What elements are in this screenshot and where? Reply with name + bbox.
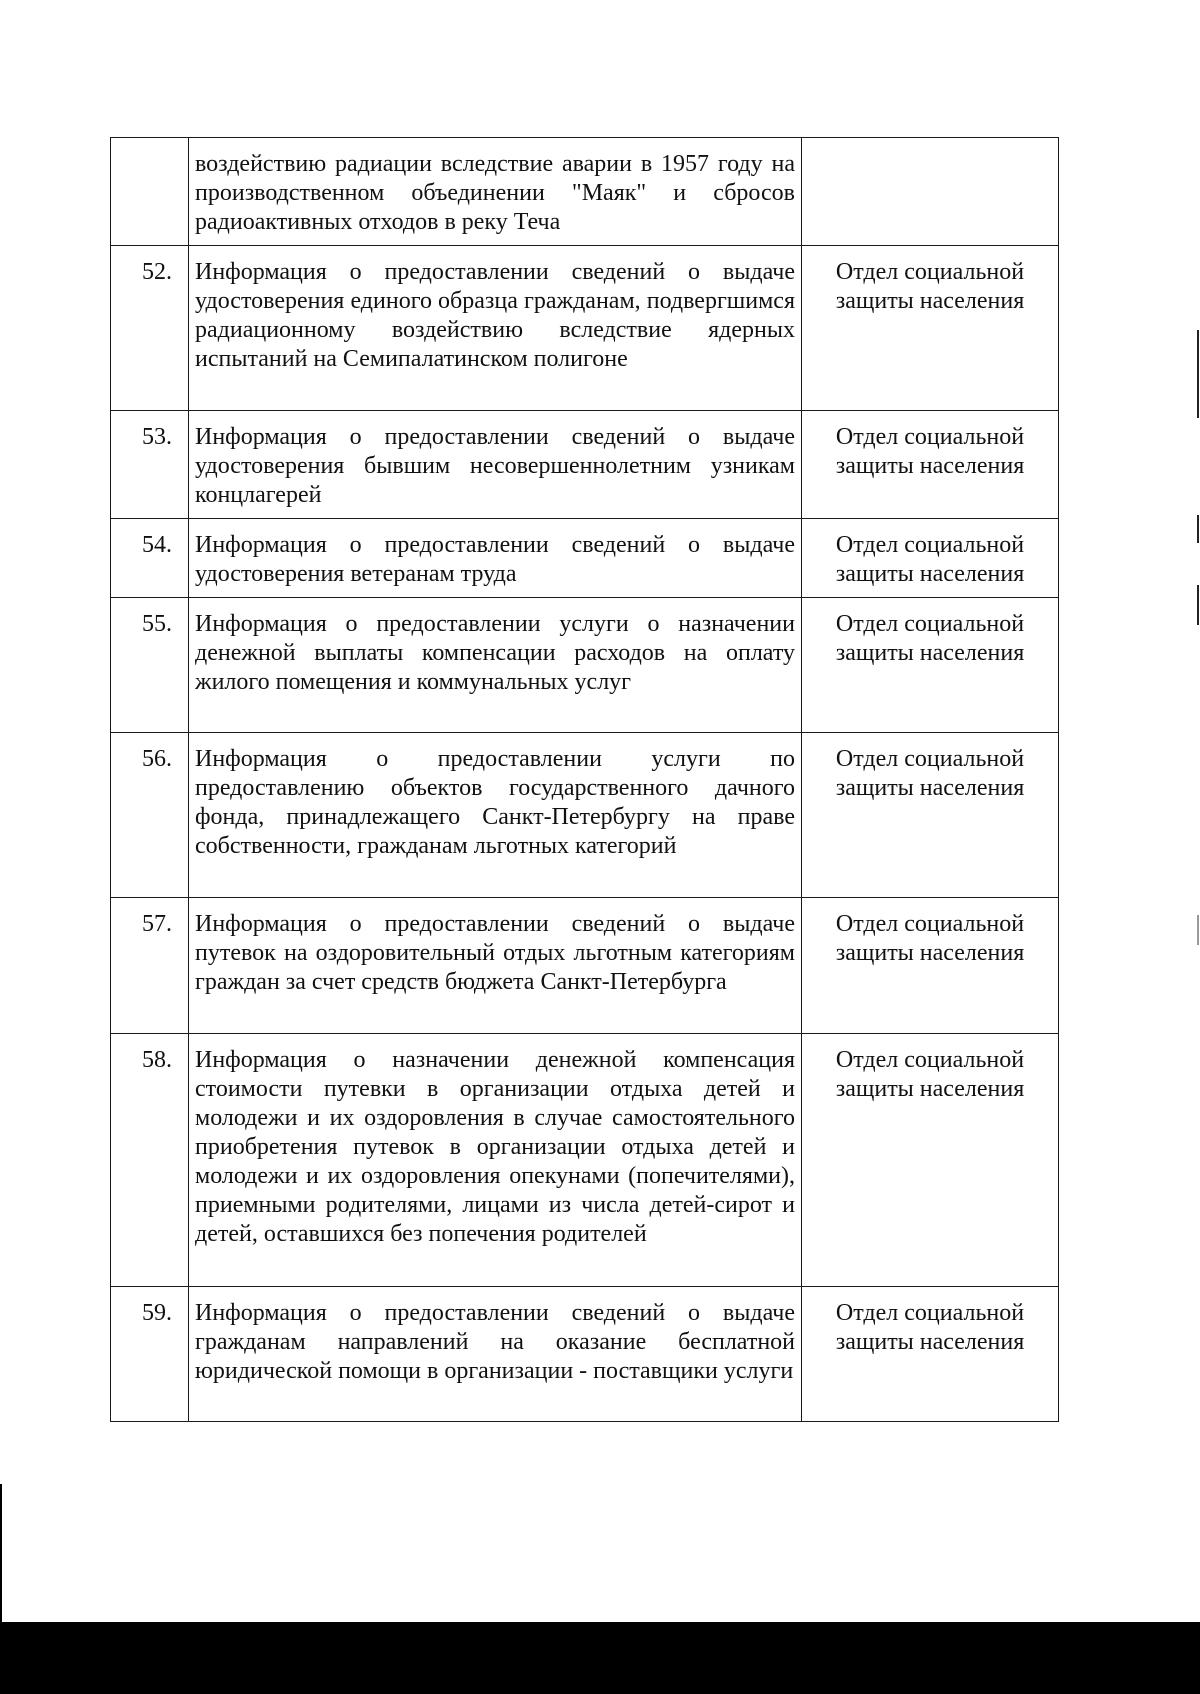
row-number: 58. [111,1034,189,1287]
responsible-department: Отдел социальной защиты населения [802,598,1059,733]
scan-edge-left [0,1484,2,1622]
service-description: Информация о предоставлении услуги о назначении денежной выплаты компенсации расходов на оплату жилого помещения и коммунальных услуг [189,598,802,733]
table-row [111,246,1059,411]
responsible-department: Отдел социальной защиты населения [802,519,1059,598]
responsible-department [802,138,1059,246]
service-description: Информация о предоставлении сведений о выдаче удостоверения ветеранам труда [189,519,802,598]
table-row [111,733,1059,898]
responsible-department: Отдел социальной защиты населения [802,733,1059,898]
responsible-department: Отдел социальной защиты населения [802,1034,1059,1287]
responsible-department: Отдел социальной защиты населения [802,1287,1059,1422]
table-row [111,1287,1059,1422]
table-row [111,138,1059,246]
row-number: 54. [111,519,189,598]
responsible-department: Отдел социальной защиты населения [802,246,1059,411]
row-number: 52. [111,246,189,411]
service-description: Информация о предоставлении сведений о выдаче путевок на оздоровительный отдых льготным категориям граждан за счет средств бюджета Санкт-Петербурга [189,898,802,1034]
service-description: Информация о предоставлении сведений о выдаче удостоверения единого образца гражданам, подвергшимся радиационному воздействию вследствие ядерных испытаний на Семипалатинском полигоне [189,246,802,411]
responsible-department: Отдел социальной защиты населения [802,898,1059,1034]
row-number: 53. [111,411,189,519]
row-number: 55. [111,598,189,733]
service-description: воздействию радиации вследствие аварии в 1957 году на производственном объединении "Маяк" и сбросов радиоактивных отходов в реку Теча [189,138,802,246]
row-number [111,138,189,246]
responsible-department: Отдел социальной защиты населения [802,411,1059,519]
service-description: Информация о назначении денежной компенсация стоимости путевки в организации отдыха детей и молодежи и их оздоровления в случае самостоятельного приобретения путевок в организации отдыха детей и молодежи и их оздоровления опекунами (попечителями), приемными родителями, лицами из числа детей-сирот и детей, оставшихся без попечения родителей [189,1034,802,1287]
table-row [111,598,1059,733]
row-number: 56. [111,733,189,898]
service-description: Информация о предоставлении услуги по предоставлению объектов государственного дачного фонда, принадлежащего Санкт-Петербургу на праве собственности, гражданам льготных категорий [189,733,802,898]
service-description: Информация о предоставлении сведений о выдаче гражданам направлений на оказание бесплатной юридической помощи в организации - поставщики услуги [189,1287,802,1422]
services-table [110,137,1059,1422]
row-number: 57. [111,898,189,1034]
table-row [111,898,1059,1034]
table-row [111,1034,1059,1287]
table-row [111,411,1059,519]
service-description: Информация о предоставлении сведений о выдаче удостоверения бывшим несовершеннолетним узникам концлагерей [189,411,802,519]
scan-bottom-bar [0,1622,1200,1694]
table-row [111,519,1059,598]
row-number: 59. [111,1287,189,1422]
